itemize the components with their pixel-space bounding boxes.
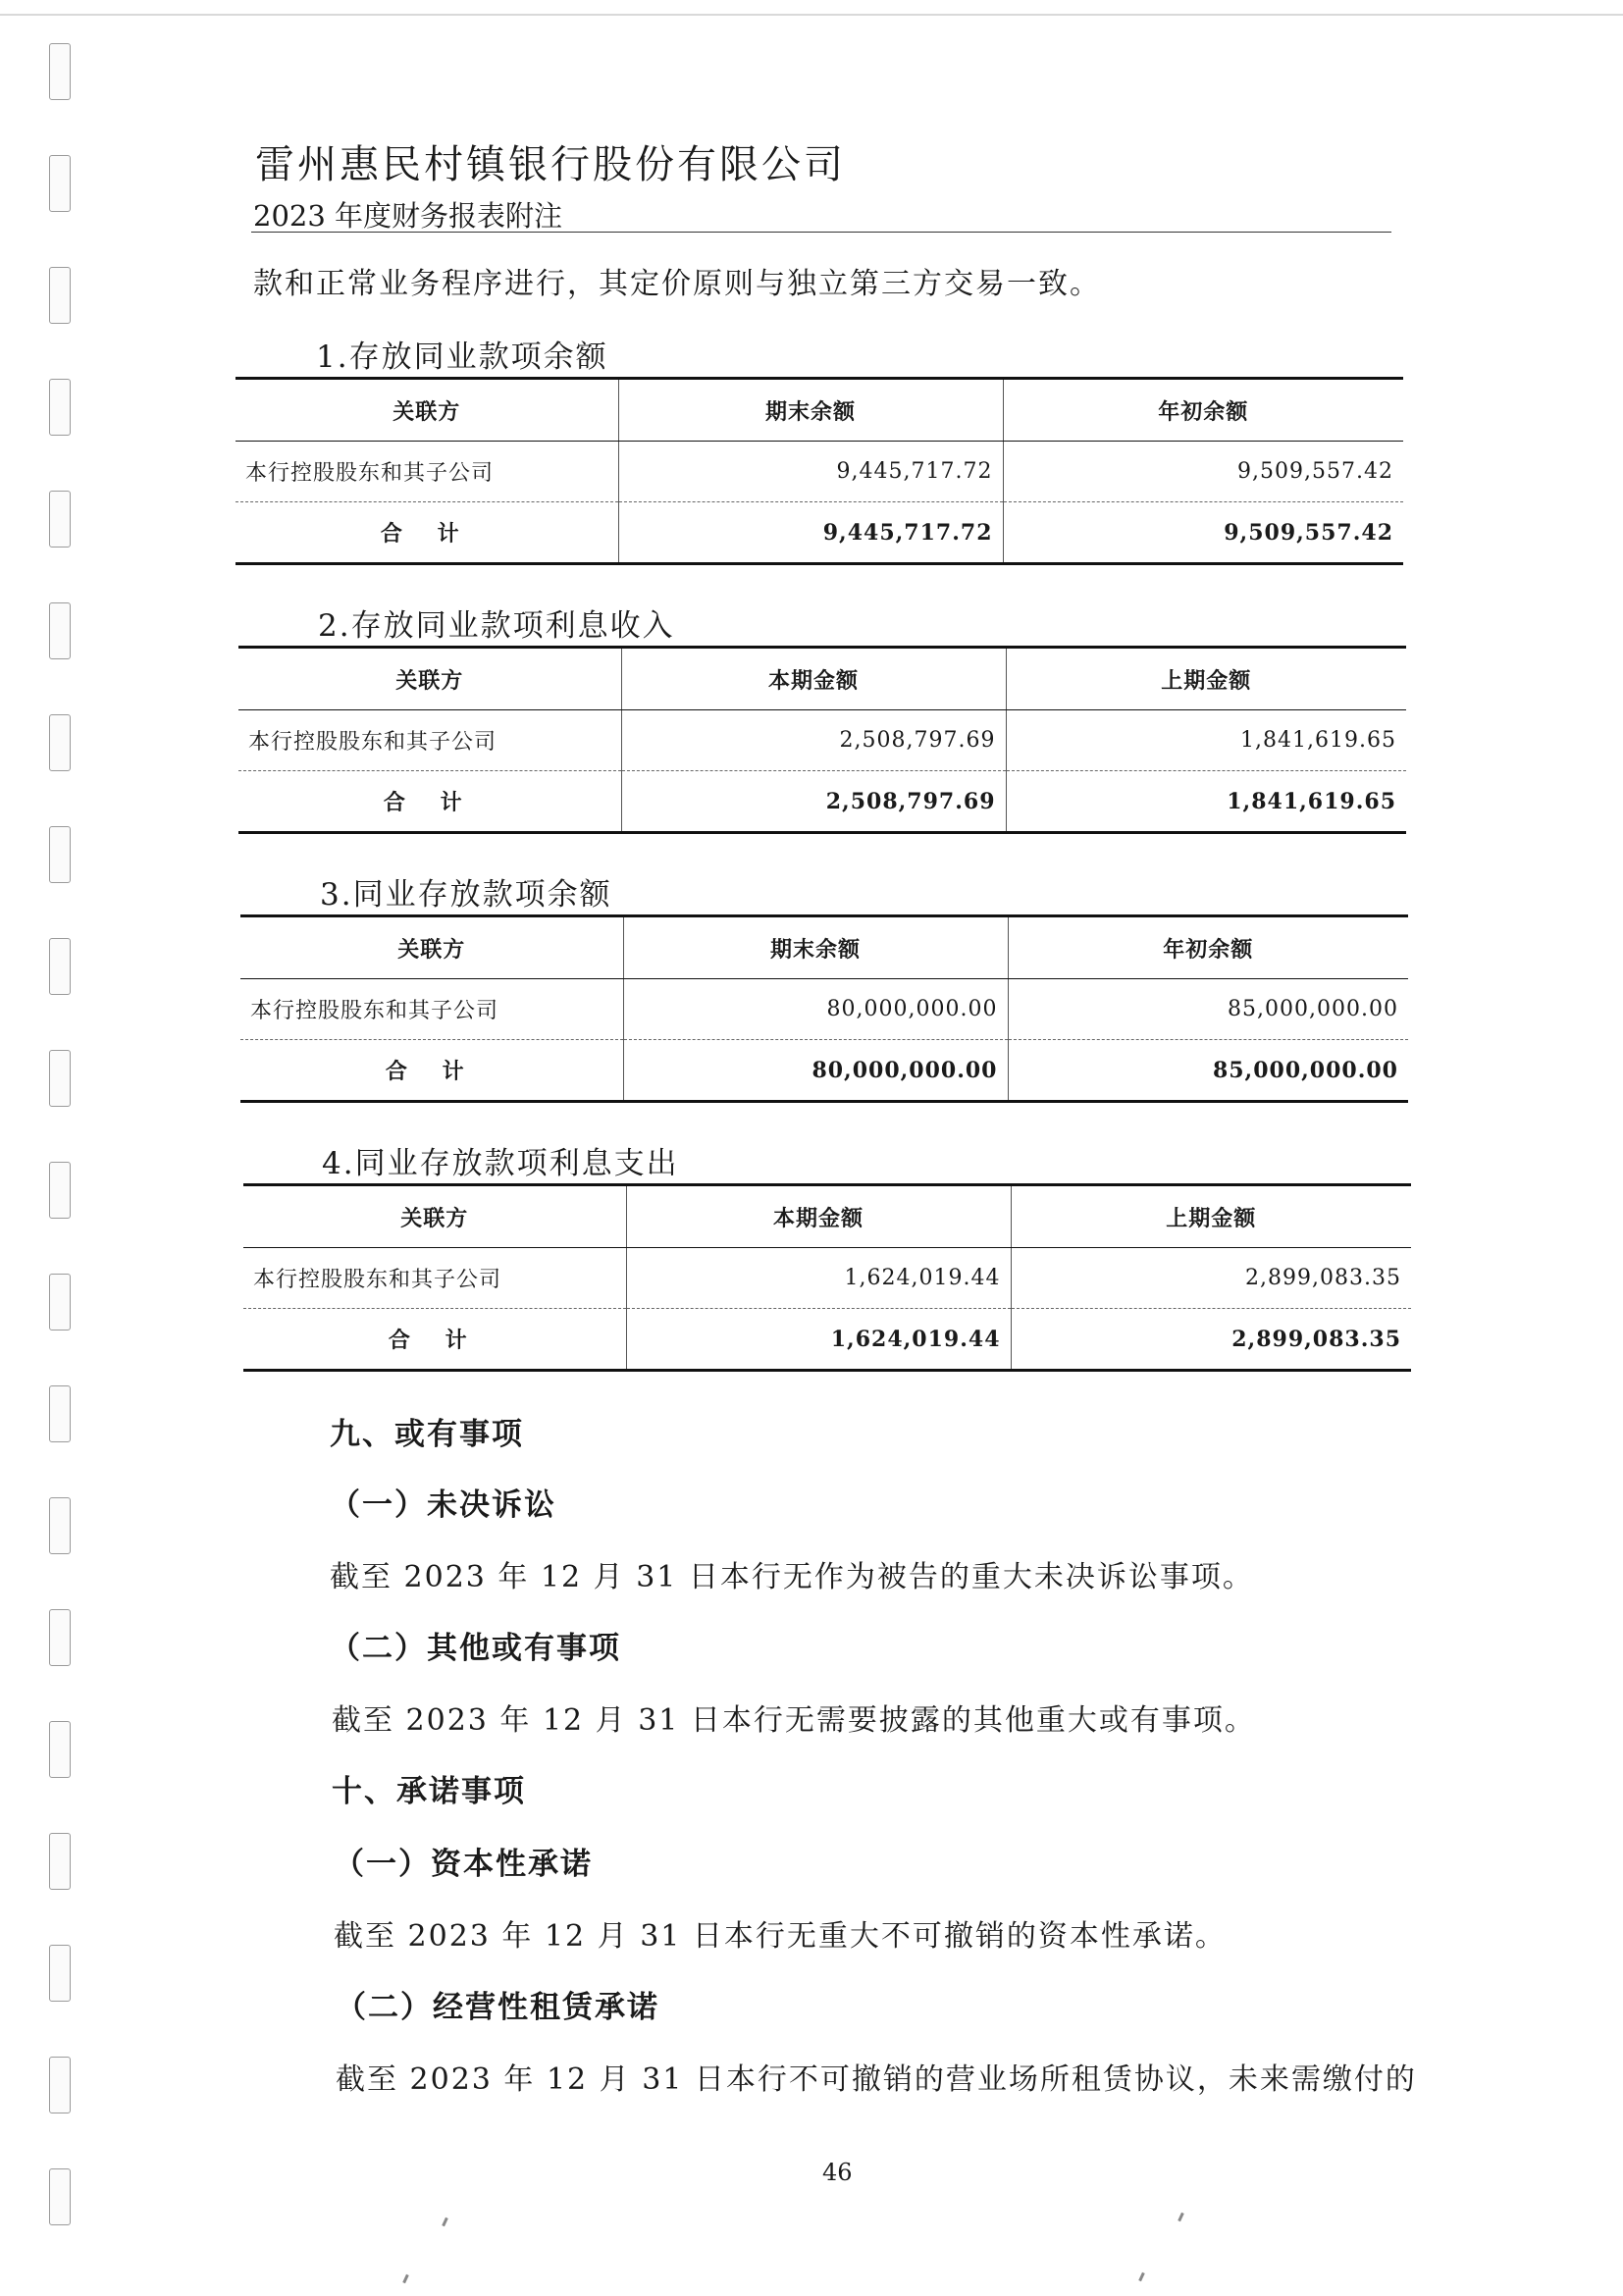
binding-hole	[49, 1497, 71, 1554]
scan-speck	[1138, 2272, 1145, 2281]
header-cell: 本期金额	[626, 1185, 1011, 1248]
table-header-row	[236, 379, 1403, 442]
total-label: 合 计	[380, 521, 473, 547]
amount-cell: 1,841,619.65	[1006, 710, 1406, 771]
total-amount-cell: 9,509,557.42	[1003, 502, 1403, 564]
table-header-row	[243, 1185, 1411, 1248]
table-header-row	[238, 648, 1406, 710]
table-total-row	[243, 1309, 1411, 1371]
header-cell: 期末余额	[618, 379, 1003, 442]
header-divider	[251, 232, 1391, 233]
section-9-sub1-text: 截至 2023 年 12 月 31 日本行无作为被告的重大未决诉讼事项。	[330, 1560, 1254, 1594]
amount-cell: 80,000,000.00	[623, 979, 1008, 1040]
binding-hole	[49, 1945, 71, 2002]
header-cell: 年初余额	[1008, 916, 1408, 979]
binding-hole	[49, 938, 71, 995]
header-cell: 关联方	[243, 1185, 626, 1248]
total-amount-cell: 2,508,797.69	[621, 771, 1006, 833]
binding-hole	[49, 1721, 71, 1778]
total-label: 合 计	[383, 790, 476, 815]
binding-hole	[49, 1274, 71, 1331]
header-cell: 关联方	[238, 648, 621, 710]
total-amount-cell: 2,899,083.35	[1011, 1309, 1411, 1371]
binding-hole	[49, 1385, 71, 1442]
table-2	[238, 646, 1406, 834]
party-cell: 本行控股股东和其子公司	[243, 1248, 626, 1309]
section-10-sub1-text: 截至 2023 年 12 月 31 日本行无重大不可撤销的资本性承诺。	[334, 1919, 1227, 1954]
table-row	[243, 1248, 1411, 1309]
table-row	[238, 710, 1406, 771]
table-total-row	[236, 502, 1403, 564]
intro-paragraph: 款和正常业务程序进行，其定价原则与独立第三方交易一致。	[253, 267, 1101, 301]
binding-hole	[49, 1833, 71, 1890]
amount-cell: 1,624,019.44	[626, 1248, 1011, 1309]
table-header-row	[240, 916, 1408, 979]
table-1	[236, 377, 1403, 565]
amount-cell: 9,509,557.42	[1003, 442, 1403, 502]
binding-hole	[49, 2057, 71, 2113]
binding-hole	[49, 714, 71, 771]
section-9-sub2-text: 截至 2023 年 12 月 31 日本行无需要披露的其他重大或有事项。	[332, 1703, 1256, 1738]
total-amount-cell: 85,000,000.00	[1008, 1040, 1408, 1102]
amount-cell: 85,000,000.00	[1008, 979, 1408, 1040]
section-9-heading: 九、或有事项	[330, 1417, 524, 1452]
section-9-sub2-heading: （二）其他或有事项	[330, 1631, 621, 1666]
header-cell: 本期金额	[621, 648, 1006, 710]
header-cell: 年初余额	[1003, 379, 1403, 442]
scan-speck	[442, 2218, 448, 2226]
table-3	[240, 914, 1408, 1103]
section-10-sub2-text: 截至 2023 年 12 月 31 日本行不可撤销的营业场所租赁协议，未来需缴付的	[336, 2062, 1417, 2097]
binding-holes-strip	[49, 29, 79, 2286]
table-total-row	[240, 1040, 1408, 1102]
binding-hole	[49, 1609, 71, 1666]
scan-speck	[1178, 2213, 1184, 2221]
total-amount-cell: 80,000,000.00	[623, 1040, 1008, 1102]
section-9-sub1-heading: （一）未决诉讼	[330, 1487, 556, 1523]
binding-hole	[49, 1050, 71, 1107]
binding-hole	[49, 1162, 71, 1219]
header-cell: 关联方	[240, 916, 623, 979]
binding-hole	[49, 155, 71, 212]
header-cell: 期末余额	[623, 916, 1008, 979]
total-label: 合 计	[385, 1059, 478, 1084]
section-10-sub2-heading: （二）经营性租赁承诺	[336, 1990, 659, 2025]
header-cell: 上期金额	[1006, 648, 1406, 710]
binding-hole	[49, 826, 71, 883]
report-subtitle: 2023 年度财务报表附注	[253, 199, 563, 233]
table-row	[240, 979, 1408, 1040]
total-amount-cell: 9,445,717.72	[618, 502, 1003, 564]
section-10-heading: 十、承诺事项	[332, 1774, 526, 1809]
table-3-title: 3.同业存放款项余额	[320, 877, 612, 913]
section-10-sub1-heading: （一）资本性承诺	[334, 1847, 593, 1882]
party-cell: 本行控股股东和其子公司	[238, 710, 621, 771]
table-row	[236, 442, 1403, 502]
page-number: 46	[822, 2159, 853, 2186]
party-cell: 本行控股股东和其子公司	[240, 979, 623, 1040]
amount-cell: 2,899,083.35	[1011, 1248, 1411, 1309]
scan-top-edge	[0, 14, 1623, 16]
company-title: 雷州惠民村镇银行股份有限公司	[255, 142, 846, 187]
table-1-title: 1.存放同业款项余额	[316, 339, 608, 375]
table-2-title: 2.存放同业款项利息收入	[318, 608, 675, 644]
scan-speck	[402, 2274, 409, 2283]
header-cell: 上期金额	[1011, 1185, 1411, 1248]
total-label: 合 计	[388, 1328, 481, 1353]
total-amount-cell: 1,624,019.44	[626, 1309, 1011, 1371]
table-4-title: 4.同业存放款项利息支出	[322, 1146, 679, 1181]
amount-cell: 2,508,797.69	[621, 710, 1006, 771]
binding-hole	[49, 2168, 71, 2225]
amount-cell: 9,445,717.72	[618, 442, 1003, 502]
table-total-row	[238, 771, 1406, 833]
total-amount-cell: 1,841,619.65	[1006, 771, 1406, 833]
binding-hole	[49, 267, 71, 324]
header-cell: 关联方	[236, 379, 618, 442]
binding-hole	[49, 379, 71, 436]
binding-hole	[49, 602, 71, 659]
binding-hole	[49, 491, 71, 548]
table-4	[243, 1183, 1411, 1372]
binding-hole	[49, 43, 71, 100]
party-cell: 本行控股股东和其子公司	[236, 442, 618, 502]
